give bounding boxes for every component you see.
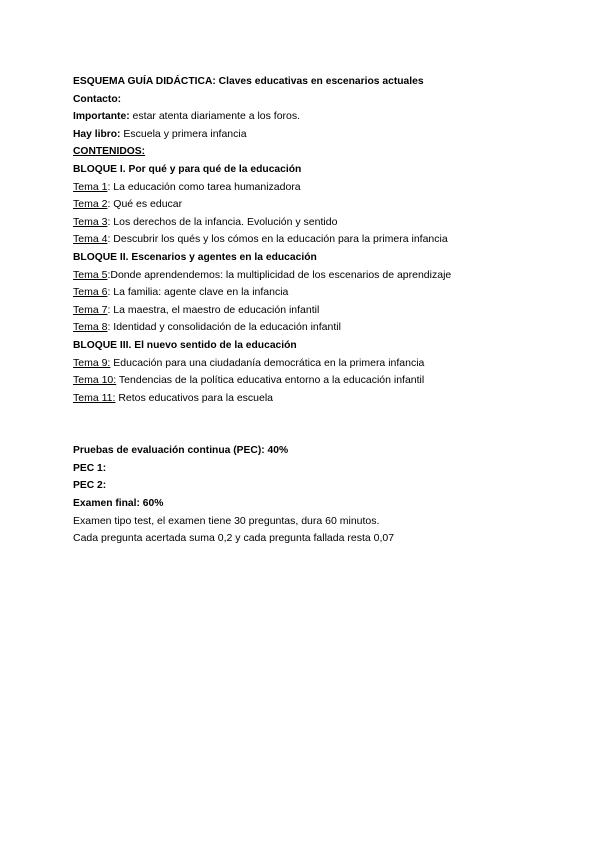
tema-4-text: : Descubrir los qués y los cómos en la educación para la primera infancia (107, 233, 448, 246)
tema-7-line (73, 302, 573, 320)
pec-2-label: PEC 2: (73, 480, 107, 492)
tema-9-line (73, 355, 573, 373)
bloque-1-heading (73, 161, 573, 179)
tema-1-line (73, 179, 573, 197)
tema-7-label: Tema 7 (73, 303, 108, 316)
libro-label: Hay libro: (73, 128, 121, 140)
tema-9-text: Educación para una ciudadanía democrática en la primera infancia (110, 356, 425, 369)
tema-3-label: Tema 3 (73, 215, 108, 228)
tema-7-text: : La maestra, el maestro de educación infantil (107, 303, 320, 316)
examen-final-heading: Examen final: 60% (73, 498, 164, 510)
tema-8-label: Tema 8 (73, 321, 108, 334)
tema-5-label: Tema 5 (73, 268, 108, 281)
tema-9-label: Tema 9: (73, 356, 111, 369)
tema-8-text: : Identidad y consolidación de la educación infantil (107, 321, 341, 334)
bloque-2-prefix: BLOQUE II. (73, 251, 129, 263)
tema-11-text: Retos educativos para la escuela (115, 391, 274, 404)
bloque-3-prefix: BLOQUE III. (73, 339, 132, 351)
pec-heading: Pruebas de evaluación continua (PEC): 40% (73, 445, 289, 457)
tema-11-line (73, 390, 573, 408)
contenidos-heading: CONTENIDOS: (73, 146, 146, 158)
tema-1-text: : La educación como tarea humanizadora (107, 180, 301, 193)
tema-5-line (73, 267, 573, 285)
tema-10-line (73, 372, 573, 390)
bloque-1-title: Por qué y para qué de la educación (125, 163, 302, 175)
importante-line (73, 108, 573, 126)
tema-2-text: : Qué es educar (107, 198, 183, 211)
importante-text: estar atenta diariamente a los foros. (129, 110, 301, 123)
bloque-2-title: Escenarios y agentes en la educación (128, 251, 317, 263)
pec-1-label: PEC 1: (73, 462, 107, 474)
examen-description: Examen tipo test, el examen tiene 30 preguntas, dura 60 minutos. (73, 514, 380, 527)
tema-4-label: Tema 4 (73, 233, 108, 246)
tema-6-text: : La familia: agente clave en la infancia (107, 286, 289, 299)
contacto-label: Contacto: (73, 93, 122, 105)
bloque-3-title: El nuevo sentido de la educación (131, 339, 297, 351)
puntuacion-text: Cada pregunta acertada suma 0,2 y cada pregunta fallada resta 0,07 (73, 532, 395, 545)
tema-4-line (73, 231, 573, 249)
tema-8-line (73, 319, 573, 337)
tema-2-line (73, 196, 573, 214)
section-spacer (73, 407, 573, 442)
tema-3-text: : Los derechos de la infancia. Evolución y sentido (107, 215, 338, 228)
document-body (73, 73, 573, 548)
tema-5-text: :Donde aprendendemos: la multiplicidad de los escenarios de aprendizaje (107, 268, 452, 281)
bloque-1-prefix: BLOQUE I. (73, 163, 126, 175)
bloque-2-heading (73, 249, 573, 267)
libro-line (73, 126, 573, 144)
tema-1-label: Tema 1 (73, 180, 108, 193)
tema-11-label: Tema 11: (73, 391, 116, 404)
tema-10-label: Tema 10: (73, 374, 117, 387)
document-title: ESQUEMA GUÍA DIDÁCTICA: Claves educativas en escenarios actuales (73, 76, 424, 87)
importante-label: Importante: (73, 111, 130, 123)
tema-6-label: Tema 6 (73, 286, 108, 299)
tema-3-line (73, 214, 573, 232)
tema-10-text: Tendencias de la política educativa entorno a la educación infantil (116, 374, 425, 387)
libro-text: Escuela y primera infancia (120, 127, 247, 140)
tema-2-label: Tema 2 (73, 198, 108, 211)
bloque-3-heading (73, 337, 573, 355)
tema-6-line (73, 284, 573, 302)
